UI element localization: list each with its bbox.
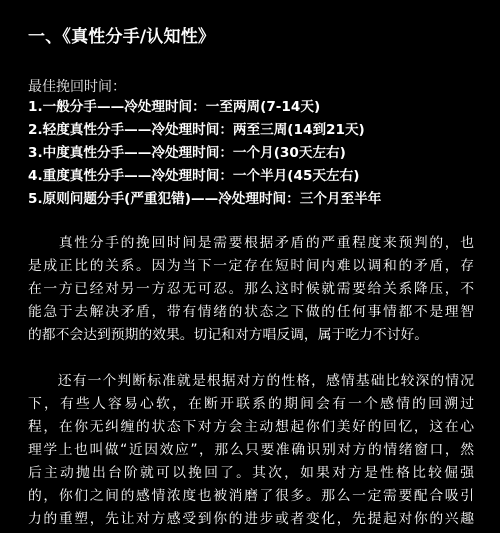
list-item: 5.原则问题分手(严重犯错)——冷处理时间：三个月至半年 bbox=[28, 191, 382, 207]
paragraph-line: 程，在你无纠缠的状态下对方会主动想起你们美好的回忆，这在心 bbox=[28, 419, 474, 435]
paragraph-line: 后主动抛出台阶就可以挽回了。其次，如果对方是性格比较倔强 bbox=[28, 465, 474, 481]
list-item: 1.一般分手——冷处理时间：一至两周(7-14天) bbox=[28, 99, 321, 115]
paragraph-line: 是成正比的关系。因为当下一定存在短时间内难以调和的矛盾，存 bbox=[28, 258, 474, 274]
paragraph-line: 理学上也叫做“近因效应”，那么只要准确识别对方的情绪窗口，然 bbox=[28, 442, 474, 458]
paragraph-line: 下，有些人容易心软，在断开联系的期间会有一个感情的回溯过 bbox=[28, 396, 474, 412]
paragraph-line: 能急于去解决矛盾，带有情绪的状态之下做的任何事情都不是理智 bbox=[28, 304, 474, 320]
paragraph-line: 还有一个判断标准就是根据对方的性格，感情基础比较深的情况 bbox=[28, 373, 474, 389]
recovery-time-list bbox=[28, 96, 381, 211]
paragraph-line: 在一方已经对另一方忍无可忍。那么这时候就需要给关系降压，不 bbox=[28, 281, 474, 297]
section-heading: 一、《真性分手/认知性》 bbox=[28, 27, 216, 47]
paragraph-line: 的都不会达到预期的效果。切记和对方唱反调，属于吃力不讨好。 bbox=[28, 327, 429, 343]
paragraph-line: 的，你们之间的感情浓度也被消磨了很多。那么一定需要配合吸引 bbox=[28, 488, 474, 504]
intro-label: 最佳挽回时间： bbox=[28, 79, 126, 95]
list-item: 3.中度真性分手——冷处理时间：一个月(30天左右) bbox=[28, 145, 346, 161]
paragraph-line: 真性分手的挽回时间是需要根据矛盾的严重程度来预判的，也 bbox=[28, 235, 474, 251]
paragraph-line: 力的重塑，先让对方感受到你的进步或者变化，先提起对你的兴趣 bbox=[28, 511, 474, 527]
list-item: 4.重度真性分手——冷处理时间：一个半月(45天左右) bbox=[28, 168, 360, 184]
list-item: 2.轻度真性分手——冷处理时间：两至三周(14到21天) bbox=[28, 122, 365, 138]
paragraph-2 bbox=[28, 370, 474, 531]
paragraph-1 bbox=[28, 232, 474, 347]
